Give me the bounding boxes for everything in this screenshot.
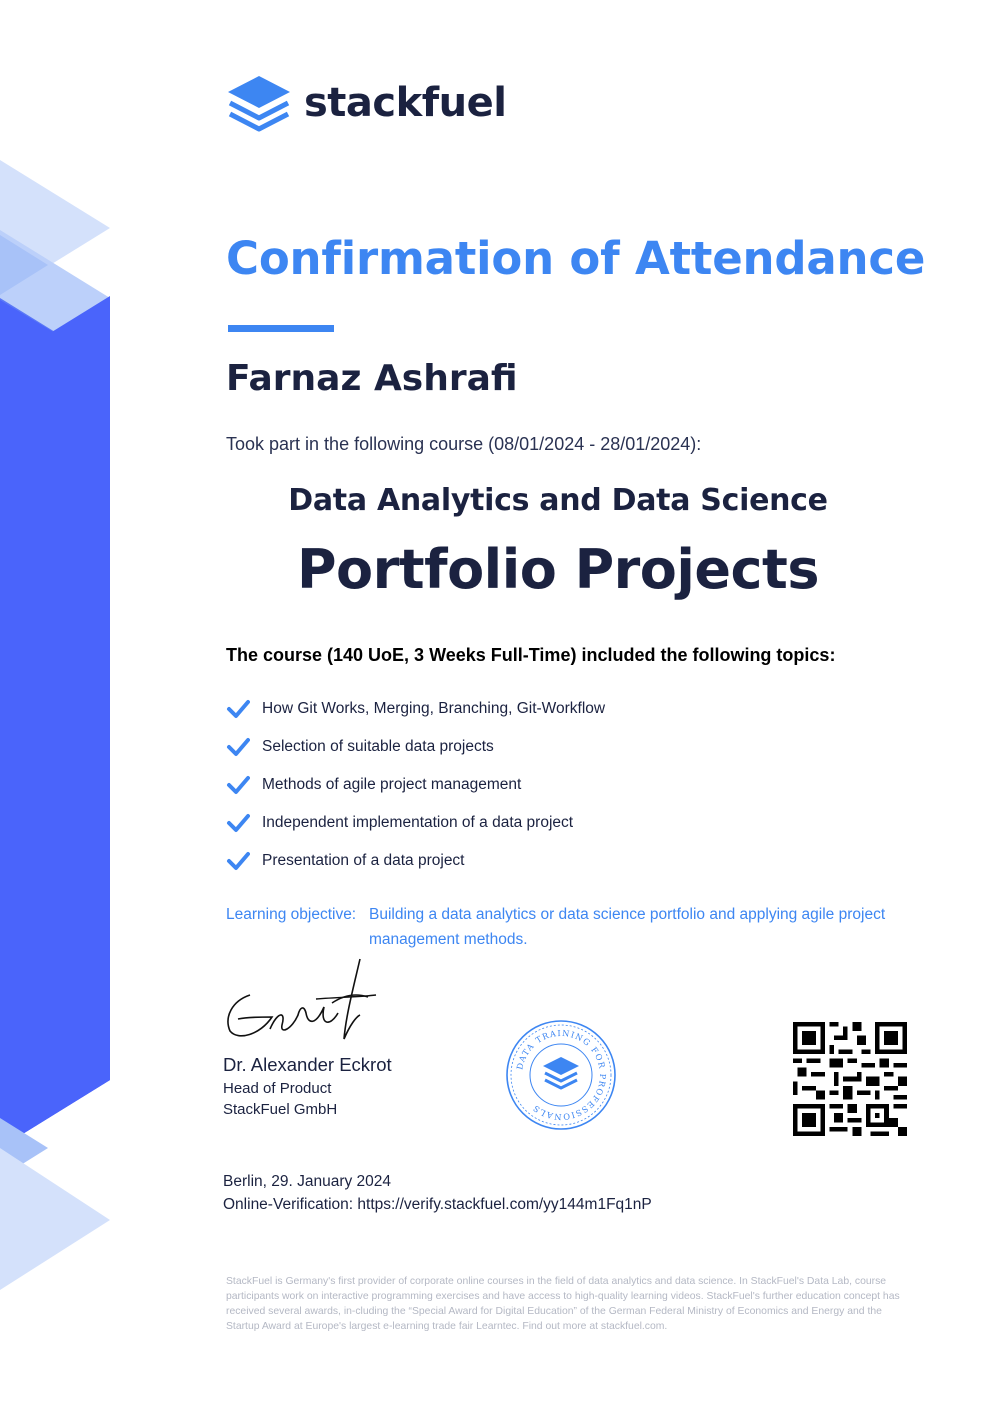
footer-note: StackFuel is Germany's first provider of corporate online courses in the field of data analytics and data science. In StackFuel's Data Lab, course participants work on interactive programming exercises and have access to high-quality learning videos. StackFuel's further education concept has received several awards, in-cluding the “Special Award for Digital Education” of the German Federal Ministry of Economics and Energy and the Startup Award at Europe's largest e-learning trade fair Learntec. Find out more at stackfuel.com. (226, 1276, 900, 1332)
participant-name: Farnaz Ashrafi (226, 358, 518, 399)
checkmark-icon (226, 773, 250, 797)
course-title: Data Analytics and Data Science (288, 483, 828, 518)
handwritten-signature (220, 955, 390, 1055)
course-subtitle: Portfolio Projects (296, 538, 820, 601)
seal-text: DATA TRAINING FOR PROFESSIONALS (514, 1027, 609, 1123)
checkmark-icon (226, 849, 250, 873)
topic-text: Independent implementation of a data project (262, 814, 574, 831)
decorative-side-band (0, 0, 112, 1414)
topics-heading: The course (140 UoE, 3 Weeks Full-Time) included the following topics: (226, 645, 836, 665)
list-item (226, 728, 605, 766)
list-item (226, 804, 605, 842)
title-underline (228, 325, 334, 332)
stackfuel-logo (226, 74, 506, 132)
list-item (226, 766, 605, 804)
signatory-name: Dr. Alexander Eckrot (223, 1054, 392, 1075)
course-intro: Took part in the following course (08/01/2024 - 28/01/2024): (226, 434, 702, 454)
list-item (226, 842, 605, 880)
verification-link[interactable]: Online-Verification: https://verify.stackfuel.com/yy144m1Fq1nP (223, 1196, 652, 1213)
svg-text:DATA TRAINING FOR PROFESSIONAL (514, 1028, 608, 1122)
issue-place-date: Berlin, 29. January 2024 (223, 1173, 392, 1190)
learning-objective (226, 902, 926, 952)
issue-info (223, 1170, 652, 1216)
verification-qr-code (793, 1022, 907, 1136)
stackfuel-layers-icon (543, 1057, 579, 1088)
checkmark-icon (226, 697, 250, 721)
certification-seal (505, 1019, 617, 1131)
signatory-company: StackFuel GmbH (223, 1101, 338, 1118)
topic-text: How Git Works, Merging, Branching, Git-Workflow (262, 700, 606, 717)
topics-list (226, 690, 605, 880)
stackfuel-layers-icon (226, 74, 292, 132)
objective-text: Building a data analytics or data science portfolio and applying agile project management methods. (369, 906, 886, 948)
signatory-role: Head of Product (223, 1080, 332, 1097)
topic-text: Methods of agile project management (262, 776, 522, 793)
signatory (223, 1054, 392, 1118)
certificate-title: Confirmation of Attendance (226, 232, 926, 285)
topic-text: Presentation of a data project (262, 852, 465, 869)
checkmark-icon (226, 811, 250, 835)
brand-name: stackfuel (304, 80, 507, 126)
list-item (226, 690, 605, 728)
topic-text: Selection of suitable data projects (262, 738, 494, 755)
checkmark-icon (226, 735, 250, 759)
objective-label: Learning objective: (226, 906, 357, 923)
